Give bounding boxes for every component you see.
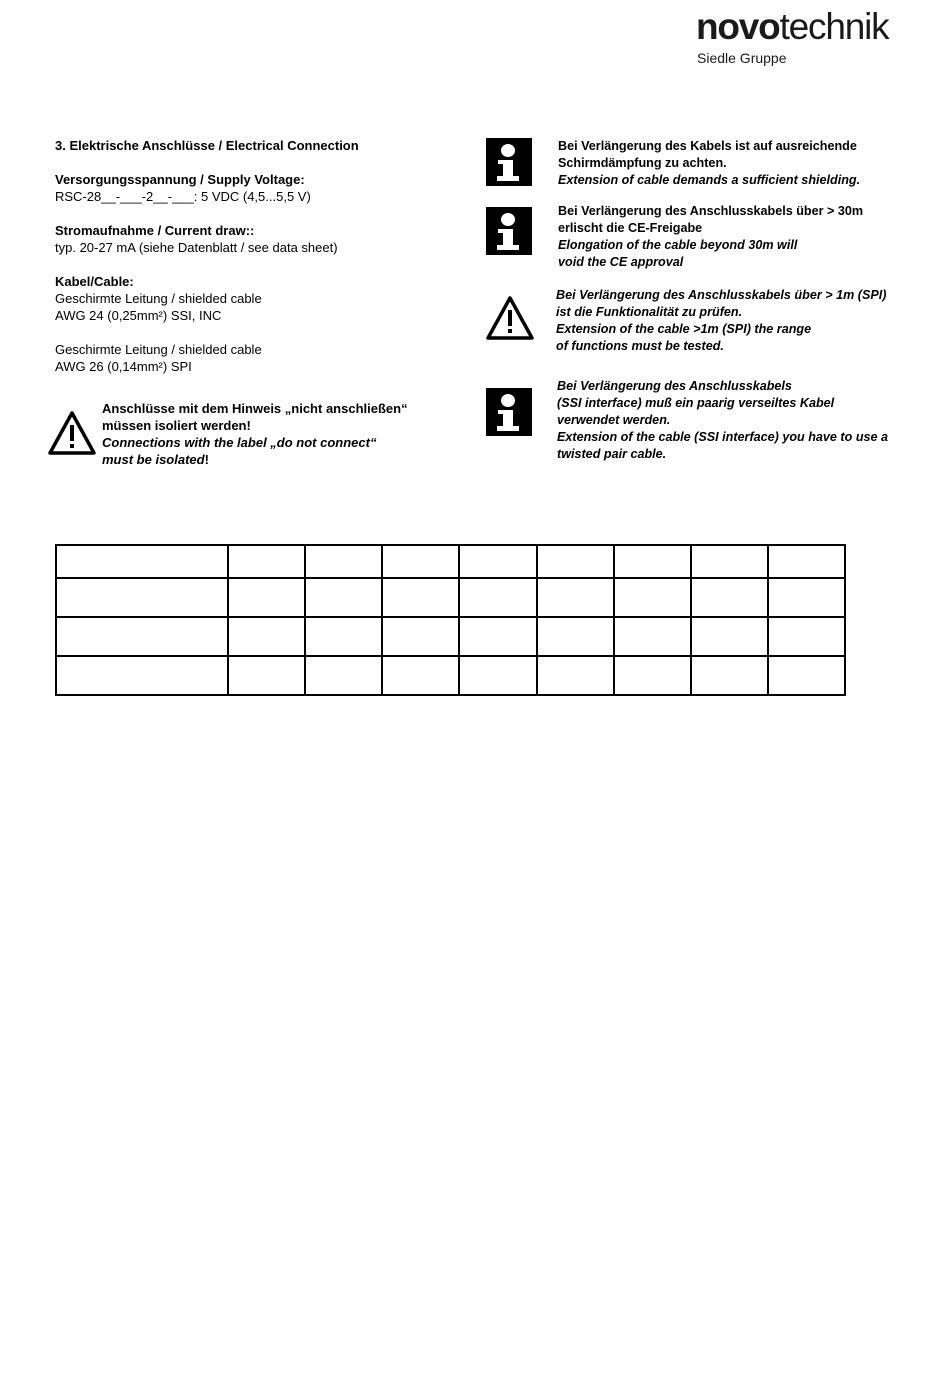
cable-heading: Kabel/Cable: [55,274,134,289]
table-cell [56,545,228,578]
warning-icon [486,295,534,341]
note-2-line-3: Elongation of the cable beyond 30m will [558,238,798,252]
table-cell [691,656,768,695]
current-draw-line: typ. 20-27 mA (siehe Datenblatt / see data sheet) [55,240,338,255]
logo-wordmark [696,6,936,48]
cable-line-3: Geschirmte Leitung / shielded cable [55,342,262,357]
table-cell [614,656,691,695]
table-cell [56,578,228,617]
note-shielding [486,138,946,190]
connection-table [55,544,846,696]
table-cell [691,545,768,578]
section-title: 3. Elektrische Anschlüsse / Electrical Connection [55,138,359,153]
table-cell [537,656,614,695]
note-4-line-4: Extension of the cable (SSI interface) you have to use a [557,430,889,444]
note-ce-approval [486,203,946,273]
note-4-line-5: twisted pair cable. [557,447,667,461]
note-3-line-1: Bei Verlängerung des Anschlusskabels über > 1m (SPI) [556,288,887,302]
note-2-line-4: void the CE approval [558,255,684,269]
table-cell [305,656,382,695]
note-3-line-2: ist die Funktionalität zu prüfen. [556,305,743,319]
warning-text [102,400,408,468]
table-cell [768,656,845,695]
table-cell [382,617,459,656]
logo-subline: Siedle Gruppe [697,50,787,66]
table-cell [228,617,305,656]
supply-voltage-heading: Versorgungsspannung / Supply Voltage: [55,172,305,187]
note-spi-function-test-text [556,287,886,355]
current-draw-block [55,222,455,256]
table-cell [382,656,459,695]
table-cell [382,545,459,578]
info-icon [486,388,532,436]
note-2-line-1: Bei Verlängerung des Anschlusskabels über > 30m [558,204,864,218]
table-cell [537,617,614,656]
note-3-line-4: of functions must be tested. [556,339,724,353]
table-cell [459,656,536,695]
table-cell [459,578,536,617]
table-row [56,578,845,617]
table-cell [614,578,691,617]
table-cell [537,578,614,617]
table-cell [768,578,845,617]
logo-brand-light: technik [779,6,889,47]
table-cell [459,545,536,578]
warning-de-line-1: Anschlüsse mit dem Hinweis „nicht anschließen“ [102,401,408,416]
note-ce-approval-text [558,203,863,271]
logo-brand-bold: novo [696,6,780,47]
cable-line-4: AWG 26 (0,14mm²) SPI [55,359,192,374]
table-cell [228,545,305,578]
table-cell [228,578,305,617]
table-row [56,656,845,695]
warning-icon [48,410,96,456]
table-cell [305,578,382,617]
table-cell [382,578,459,617]
note-4-line-1: Bei Verlängerung des Anschlusskabels [557,379,792,393]
current-draw-heading: Stromaufnahme / Current draw:: [55,223,255,238]
note-4-line-2: (SSI interface) muß ein paarig verseiltes Kabel [557,396,835,410]
warning-en-line-2: must be isolated! [102,452,209,467]
info-icon [486,207,532,255]
do-not-connect-warning [48,401,468,468]
note-3-line-3: Extension of the cable >1m (SPI) the range [556,322,812,336]
note-ssi-twisted-pair [486,378,946,464]
table-row [56,545,845,578]
note-1-line-3: Extension of cable demands a sufficient shielding. [558,173,861,187]
note-1-line-2: Schirmdämpfung zu achten. [558,156,727,170]
note-spi-function-test [486,287,946,357]
note-shielding-text [558,138,860,189]
cable-line-1: Geschirmte Leitung / shielded cable [55,291,262,306]
table-cell [691,578,768,617]
supply-voltage-block [55,171,455,205]
table-cell [768,545,845,578]
table-cell [768,617,845,656]
table-cell [614,617,691,656]
warning-de-line-2: müssen isoliert werden! [102,418,251,433]
note-4-line-3: verwendet werden. [557,413,671,427]
info-icon [486,138,532,186]
table-cell [56,617,228,656]
table-cell [614,545,691,578]
table-cell [305,545,382,578]
table-cell [305,617,382,656]
electrical-connection-section [55,137,455,392]
note-1-line-1: Bei Verlängerung des Kabels ist auf ausreichende [558,139,857,153]
table-cell [691,617,768,656]
table-cell [228,656,305,695]
table-cell [537,545,614,578]
warning-en-line-1: Connections with the label „do not connect“ [102,435,377,450]
supply-voltage-line: RSC-28__-___-2__-___: 5 VDC (4,5...5,5 V) [55,189,311,204]
table-row [56,617,845,656]
table-cell [459,617,536,656]
cable-block [55,273,455,375]
note-2-line-2: erlischt die CE-Freigabe [558,221,703,235]
table-cell [56,656,228,695]
novotechnik-logo [696,6,936,66]
cable-line-2: AWG 24 (0,25mm²) SSI, INC [55,308,222,323]
note-ssi-twisted-pair-text [557,378,888,463]
